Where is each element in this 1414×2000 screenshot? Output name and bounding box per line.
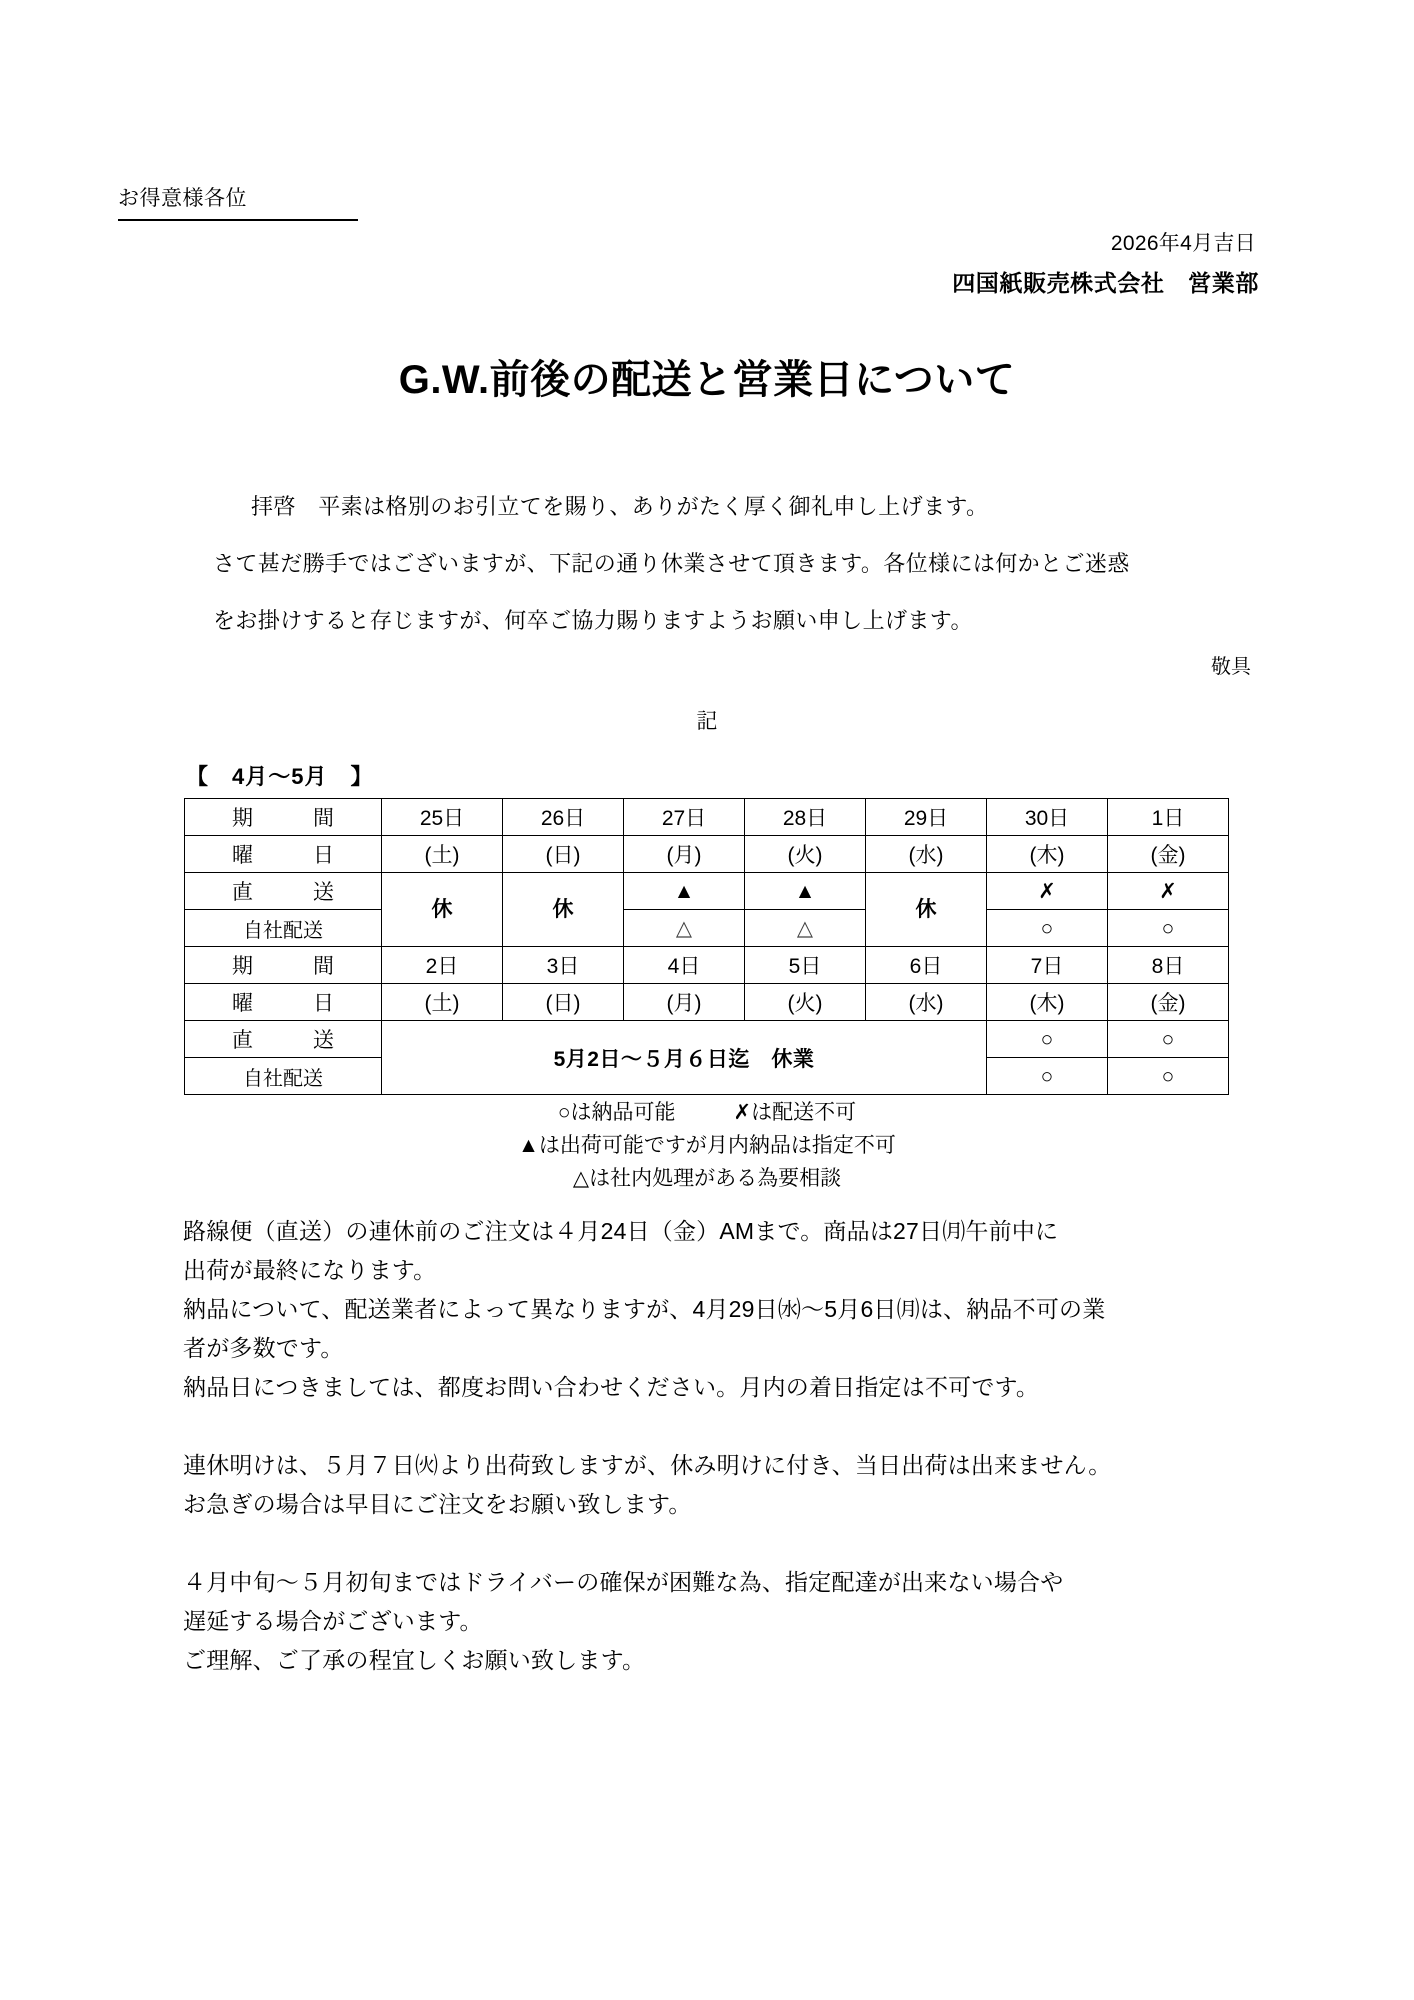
document-date: 2026年4月吉日	[1110, 232, 1256, 255]
note-p2-line2: 者が多数です。	[183, 1335, 344, 1361]
cell-day-2-5: 7日	[987, 947, 1108, 984]
legend-cross-text: ✗は配送不可	[733, 1101, 857, 1124]
body-line-3: をお掛けすると存じますが、何卒ご協力賜りますようお願い申し上げます。	[213, 608, 973, 633]
cell-weekday-2-1: (日)	[503, 984, 624, 1021]
row-label-period-1: 期 間	[185, 799, 382, 836]
row-label-own-1: 自社配送	[185, 910, 382, 947]
row-label-direct-2: 直 送	[185, 1021, 382, 1058]
cell-direct-1-2: ▲	[624, 873, 745, 910]
note-p1-line2: 出荷が最終になります。	[183, 1257, 437, 1283]
cell-own-1-6: ○	[1108, 910, 1229, 947]
cell-day-1-2: 27日	[624, 799, 745, 836]
cell-weekday-2-6: (金)	[1108, 984, 1229, 1021]
cell-weekday-1-0: (土)	[382, 836, 503, 873]
legend-circle-text: ○は納品可能	[557, 1101, 676, 1124]
row-label-period-2: 期 間	[185, 947, 382, 984]
row-label-own-2: 自社配送	[185, 1058, 382, 1095]
note-p3: 納品日につきましては、都度お問い合わせください。月内の着日指定は不可です。	[183, 1374, 1040, 1400]
note-p5-line2: 遅延する場合がございます。	[183, 1608, 483, 1634]
cell-day-1-1: 26日	[503, 799, 624, 836]
legend-block	[0, 1096, 1414, 1195]
notes-block	[183, 1212, 1293, 1680]
cell-day-2-0: 2日	[382, 947, 503, 984]
cell-weekday-1-2: (月)	[624, 836, 745, 873]
notes-spacer-2	[183, 1524, 1293, 1563]
cell-weekday-2-0: (土)	[382, 984, 503, 1021]
cell-own-2-6: ○	[1108, 1058, 1229, 1095]
legend-line-1	[0, 1096, 1414, 1129]
ki-marker: 記	[696, 710, 718, 733]
closing-word: 敬具	[1211, 656, 1251, 678]
table-row	[185, 799, 1229, 836]
cell-closed-1-0: 休	[382, 873, 503, 947]
cell-direct-2-6: ○	[1108, 1021, 1229, 1058]
page-title: G.W.前後の配送と営業日について	[398, 358, 1016, 402]
note-p5-line1: ４月中旬～５月初旬まではドライバーの確保が困難な為、指定配達が出来ない場合や	[183, 1569, 1064, 1595]
table-row	[185, 910, 1229, 947]
cell-holiday-span: 5月2日～５月６日迄 休業	[382, 1021, 987, 1095]
note-p4-line2: お急ぎの場合は早目にご注文をお願い致します。	[183, 1491, 692, 1517]
note-p2-line1: 納品について、配送業者によって異なりますが、4月29日㈬～5月6日㈪は、納品不可の業	[183, 1296, 1106, 1322]
cell-weekday-2-2: (月)	[624, 984, 745, 1021]
cell-day-2-6: 8日	[1108, 947, 1229, 984]
body-line-1: 拝啓 平素は格別のお引立てを賜り、ありがたく厚く御礼申し上げます。	[251, 494, 989, 519]
cell-day-1-4: 29日	[866, 799, 987, 836]
note-p1-line1: 路線便（直送）の連休前のご注文は４月24日（金）AMまで。商品は27日㈪午前中に	[183, 1218, 1059, 1244]
table-row	[185, 984, 1229, 1021]
cell-day-1-5: 30日	[987, 799, 1108, 836]
schedule-table-wrapper	[184, 798, 1220, 1095]
table-row	[185, 836, 1229, 873]
cell-closed-1-1: 休	[503, 873, 624, 947]
cell-day-2-3: 5日	[745, 947, 866, 984]
cell-closed-1-4: 休	[866, 873, 987, 947]
cell-direct-1-6: ✗	[1108, 873, 1229, 910]
cell-own-1-2: △	[624, 910, 745, 947]
table-row	[185, 1021, 1229, 1058]
cell-weekday-1-3: (火)	[745, 836, 866, 873]
cell-weekday-1-1: (日)	[503, 836, 624, 873]
schedule-range-label: 【 4月～5月 】	[186, 764, 374, 789]
cell-direct-1-3: ▲	[745, 873, 866, 910]
cell-weekday-1-5: (木)	[987, 836, 1108, 873]
table-row	[185, 947, 1229, 984]
row-label-weekday-1: 曜 日	[185, 836, 382, 873]
cell-weekday-1-6: (金)	[1108, 836, 1229, 873]
company-name: 四国紙販売株式会社 営業部	[952, 270, 1259, 296]
legend-line-2: ▲は出荷可能ですが月内納品は指定不可	[518, 1134, 896, 1157]
cell-direct-2-5: ○	[987, 1021, 1108, 1058]
table-row	[185, 873, 1229, 910]
cell-weekday-2-4: (水)	[866, 984, 987, 1021]
greeting-body	[213, 478, 1273, 649]
note-p4-line1: 連休明けは、５月７日㈫より出荷致しますが、休み明けに付き、当日出荷は出来ません。	[183, 1452, 1112, 1478]
cell-day-2-4: 6日	[866, 947, 987, 984]
body-line-2: さて甚だ勝手ではございますが、下記の通り休業させて頂きます。各位様には何かとご迷惑	[213, 551, 1130, 576]
cell-own-2-5: ○	[987, 1058, 1108, 1095]
cell-day-2-2: 4日	[624, 947, 745, 984]
cell-direct-1-5: ✗	[987, 873, 1108, 910]
schedule-table	[184, 798, 1229, 1095]
legend-line-3: △は社内処理がある為要相談	[572, 1167, 842, 1190]
cell-weekday-2-3: (火)	[745, 984, 866, 1021]
cell-day-2-1: 3日	[503, 947, 624, 984]
row-label-direct-1: 直 送	[185, 873, 382, 910]
notes-spacer-1	[183, 1407, 1293, 1446]
note-p5-line3: ご理解、ご了承の程宜しくお願い致します。	[183, 1647, 646, 1673]
cell-day-1-0: 25日	[382, 799, 503, 836]
cell-weekday-1-4: (水)	[866, 836, 987, 873]
addressee-line: お得意様各位	[118, 182, 358, 221]
cell-own-1-5: ○	[987, 910, 1108, 947]
cell-day-1-3: 28日	[745, 799, 866, 836]
row-label-weekday-2: 曜 日	[185, 984, 382, 1021]
cell-day-1-6: 1日	[1108, 799, 1229, 836]
cell-own-1-3: △	[745, 910, 866, 947]
cell-weekday-2-5: (木)	[987, 984, 1108, 1021]
